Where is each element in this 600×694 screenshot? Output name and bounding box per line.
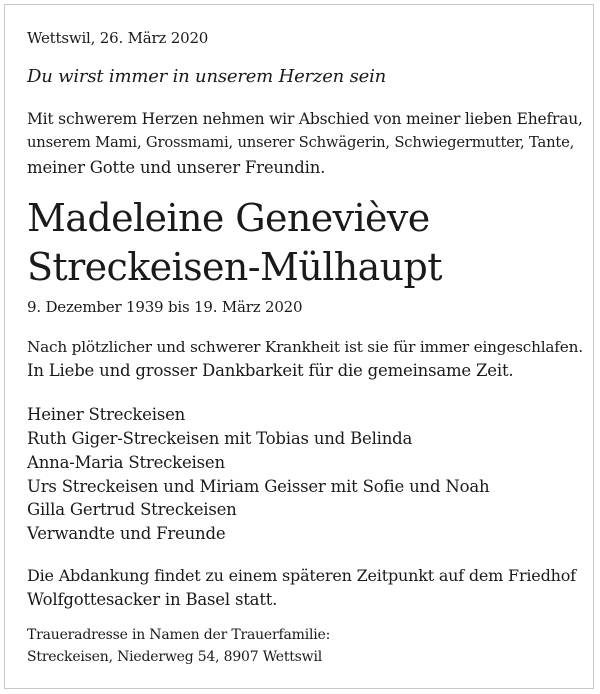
ceremony-line-2: Wolfgottesacker in Basel statt. [27, 590, 278, 609]
deceased-surname: Streckeisen-Mülhaupt [27, 245, 442, 289]
message-line-2: In Liebe und grosser Dankbarkeit für die gemeinsame Zeit. [27, 361, 514, 380]
intro-line-1: Mit schwerem Herzen nehmen wir Abschied von meiner lieben Ehefrau, [27, 110, 583, 128]
mourner-5: Gilla Gertrud Streckeisen [27, 500, 237, 519]
mourner-3: Anna-Maria Streckeisen [27, 453, 225, 472]
deceased-first-names: Madeleine Geneviève [27, 196, 430, 240]
motto: Du wirst immer in unserem Herzen sein [27, 66, 387, 87]
mourner-2: Ruth Giger-Streckeisen mit Tobias und Belinda [27, 429, 413, 448]
address-label: Traueradresse in Namen der Trauerfamilie: [27, 627, 331, 643]
intro-line-3: meiner Gotte und unserer Freundin. [27, 158, 326, 177]
ceremony-line-1: Die Abdankung findet zu einem späteren Zeitpunkt auf dem Friedhof [27, 566, 576, 585]
mourner-4: Urs Streckeisen und Miriam Geisser mit Sofie und Noah [27, 477, 490, 496]
life-dates: 9. Dezember 1939 bis 19. März 2020 [27, 298, 303, 316]
mourner-1: Heiner Streckeisen [27, 405, 186, 424]
address-value: Streckeisen, Niederweg 54, 8907 Wettswil [27, 649, 323, 665]
intro-line-2: unserem Mami, Grossmami, unserer Schwägerin, Schwiegermutter, Tante, [27, 134, 575, 151]
mourner-6: Verwandte und Freunde [27, 524, 226, 543]
message-line-1: Nach plötzlicher und schwerer Krankheit ist sie für immer eingeschlafen. [27, 338, 583, 356]
place-date: Wettswil, 26. März 2020 [27, 29, 209, 47]
